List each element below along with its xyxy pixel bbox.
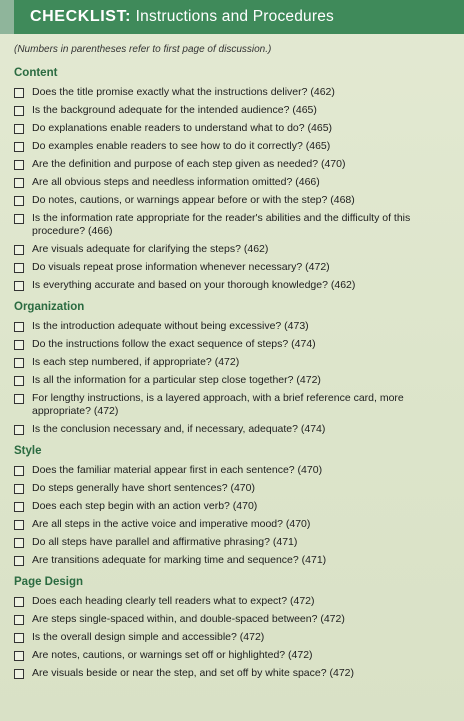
checklist-item [14,595,452,608]
checklist-item [14,140,452,153]
checklist-item-text: Do the instructions follow the exact sequence of steps? (474) [32,338,316,350]
checklist-item-text: Are notes, cautions, or warnings set off or highlighted? (472) [32,649,313,661]
checkbox[interactable] [14,281,24,291]
checkbox[interactable] [14,124,24,134]
checklist-item-text: Are visuals adequate for clarifying the steps? (462) [32,243,269,255]
checkbox[interactable] [14,88,24,98]
checklist-item [14,212,452,238]
checklist-item-text: Is all the information for a particular step close together? (472) [32,374,321,386]
checklist-item [14,500,452,513]
checklist-content [14,66,452,688]
checklist-item [14,518,452,531]
checklist-item [14,649,452,662]
checklist-item-text: Do explanations enable readers to understand what to do? (465) [32,122,333,134]
checklist-item [14,631,452,644]
section-title: Style [14,445,42,457]
checkbox[interactable] [14,142,24,152]
checklist-item [14,86,452,99]
section-title: Organization [14,301,85,313]
checklist-item-text: Are all steps in the active voice and imperative mood? (470) [32,518,311,530]
page-reference-note: (Numbers in parentheses refer to first page of discussion.) [14,44,272,55]
title-caps: CHECKLIST: [30,8,132,25]
checklist-item-text: Do steps generally have short sentences? (470) [32,482,255,494]
checkbox[interactable] [14,178,24,188]
checklist-item-text: Are steps single-spaced within, and double-spaced between? (472) [32,613,345,625]
checklist-item [14,320,452,333]
checkbox[interactable] [14,245,24,255]
checklist-item-text: Are all obvious steps and needless information omitted? (466) [32,176,320,188]
checklist-item [14,194,452,207]
checklist-item-text: Are visuals beside or near the step, and set off by white space? (472) [32,667,354,679]
section-title: Content [14,67,58,79]
checklist-item-text: Does the familiar material appear first in each sentence? (470) [32,464,323,476]
checklist-item [14,482,452,495]
checklist-item-text: Does each step begin with an action verb? (470) [32,500,258,512]
checkbox[interactable] [14,394,24,404]
section-title: Page Design [14,576,84,588]
checklist-item-text: Is the conclusion necessary and, if necessary, adequate? (474) [32,423,326,435]
checklist-item-text: Do examples enable readers to see how to do it correctly? (465) [32,140,331,152]
checklist-item-text: Does each heading clearly tell readers what to expect? (472) [32,595,315,607]
checklist-item [14,613,452,626]
checklist-item [14,261,452,274]
checklist-item [14,423,452,436]
checklist-item [14,554,452,567]
checkbox[interactable] [14,358,24,368]
checklist-item-text: Is the information rate appropriate for the reader's abilities and the difficulty of this procedure? (466) [32,212,411,237]
checklist-item [14,392,452,418]
checkbox[interactable] [14,263,24,273]
checklist-item-text: Is the introduction adequate without being excessive? (473) [32,320,309,332]
checkbox[interactable] [14,196,24,206]
header-tab-decoration [0,0,14,34]
checklist-item-text: Do visuals repeat prose information whenever necessary? (472) [32,261,330,273]
checkbox[interactable] [14,106,24,116]
checkbox[interactable] [14,466,24,476]
checkbox[interactable] [14,669,24,679]
checkbox[interactable] [14,160,24,170]
checklist-item [14,279,452,292]
checklist-item-text: Do notes, cautions, or warnings appear before or with the step? (468) [32,194,355,206]
checklist-item [14,158,452,171]
checklist-section [14,575,452,680]
checklist-section [14,66,452,292]
checklist-item [14,104,452,117]
checklist-item-text: Are the definition and purpose of each step given as needed? (470) [32,158,346,170]
checkbox[interactable] [14,376,24,386]
checklist-item-text: Does the title promise exactly what the instructions deliver? (462) [32,86,335,98]
checklist-item [14,464,452,477]
checkbox[interactable] [14,556,24,566]
checkbox[interactable] [14,633,24,643]
checkbox[interactable] [14,538,24,548]
checkbox[interactable] [14,651,24,661]
checklist-header [0,0,464,34]
checkbox[interactable] [14,322,24,332]
checklist-section [14,444,452,567]
checklist-item-text: Do all steps have parallel and affirmative phrasing? (471) [32,536,298,548]
checkbox[interactable] [14,502,24,512]
checklist-item [14,338,452,351]
checklist-item-text: Are transitions adequate for marking time and sequence? (471) [32,554,327,566]
checklist-item [14,122,452,135]
checklist-section [14,300,452,436]
checkbox[interactable] [14,520,24,530]
checklist-item [14,536,452,549]
checklist-item [14,243,452,256]
checklist-item-text: Is the background adequate for the intended audience? (465) [32,104,317,116]
checkbox[interactable] [14,615,24,625]
checkbox[interactable] [14,484,24,494]
checkbox[interactable] [14,214,24,224]
checklist-title [30,8,334,26]
checkbox[interactable] [14,597,24,607]
checklist-item [14,374,452,387]
checklist-item-text: For lengthy instructions, is a layered approach, with a brief reference card, more appropriate? (472) [32,392,404,417]
title-rest: Instructions and Procedures [131,8,335,25]
checkbox[interactable] [14,425,24,435]
checklist-item-text: Is everything accurate and based on your thorough knowledge? (462) [32,279,356,291]
checklist-item-text: Is the overall design simple and accessible? (472) [32,631,265,643]
checklist-item-text: Is each step numbered, if appropriate? (472) [32,356,240,368]
checklist-item [14,667,452,680]
checklist-item [14,176,452,189]
checklist-item [14,356,452,369]
checkbox[interactable] [14,340,24,350]
